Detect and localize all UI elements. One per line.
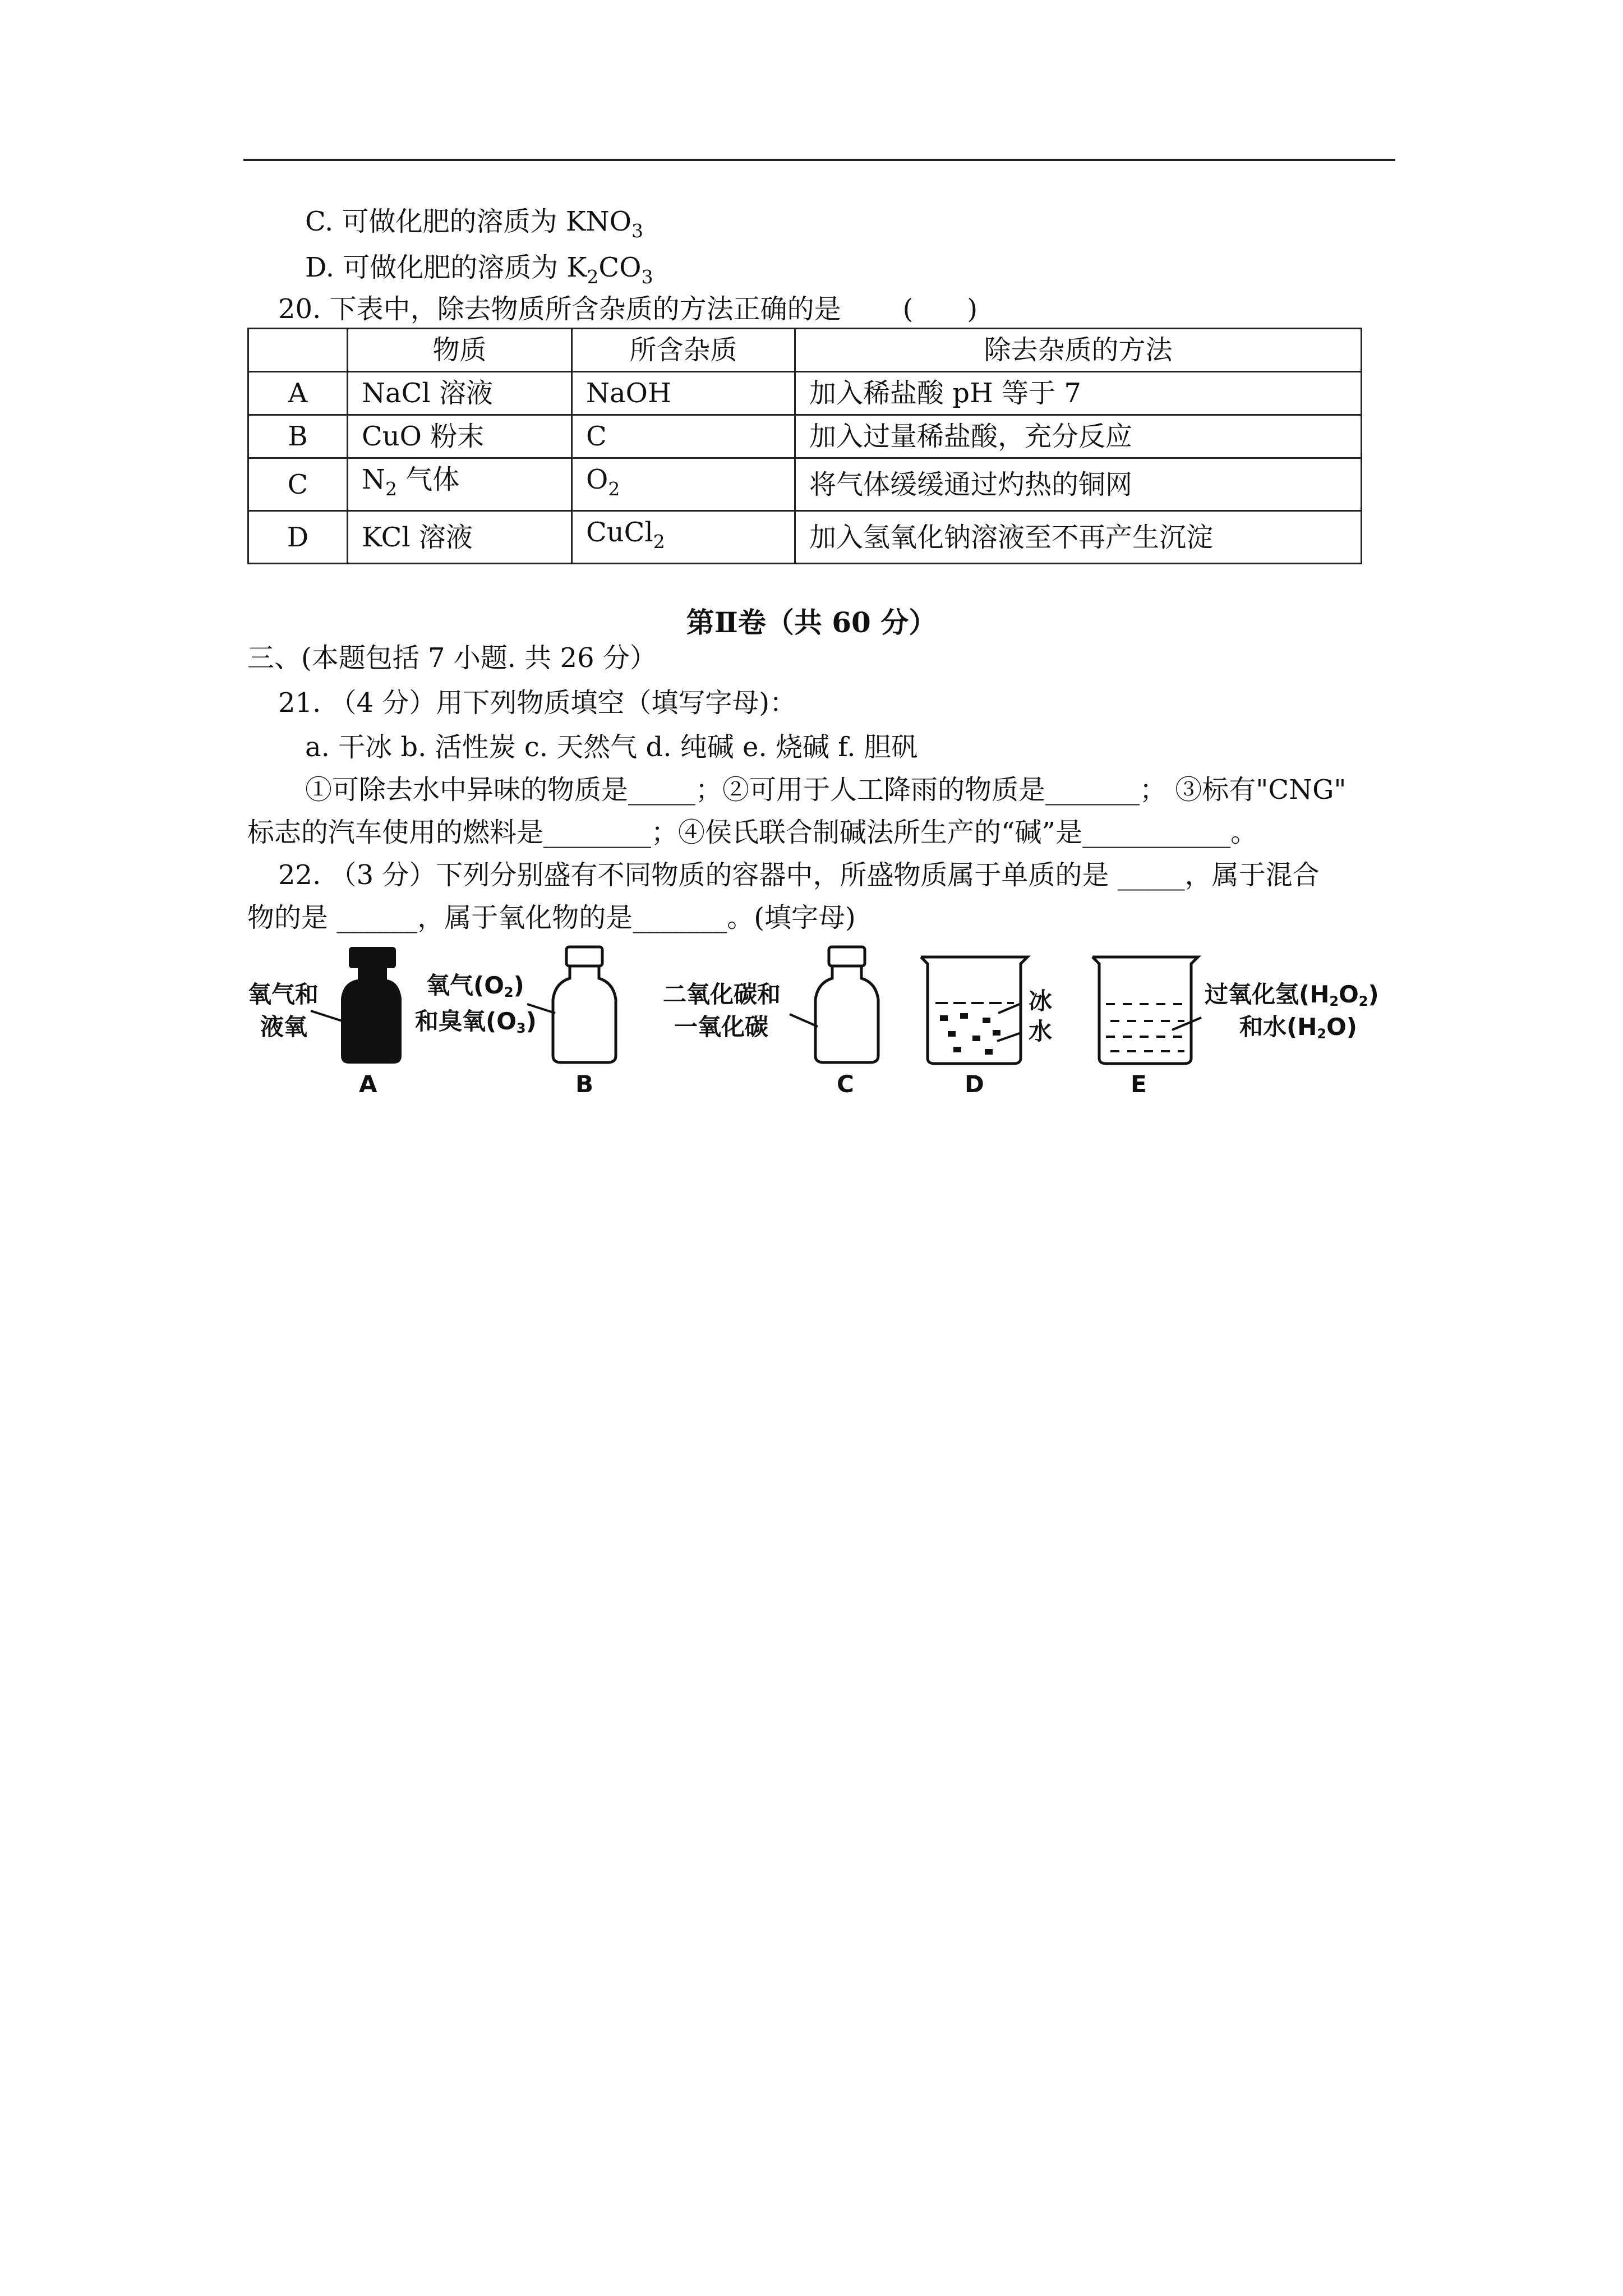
label-d-line2: 水 — [1029, 1018, 1053, 1045]
letter-e: E — [1131, 1070, 1147, 1098]
q21-line1: ①可除去水中异味的物质是_____；②可用于人工降雨的物质是_______； ③标有"CNG" — [305, 774, 1347, 806]
substance-cell: $N_2$ 气体 — [348, 458, 572, 511]
table-header-cell: 所含杂质 — [572, 329, 795, 372]
q21-stem: 21. （4 分）用下列物质填空（填写字母)： — [278, 687, 797, 719]
beaker-e — [1092, 957, 1201, 1064]
substance-cell: KCl 溶液 — [348, 511, 572, 564]
letter-b: B — [575, 1070, 594, 1098]
impurity-cell: C — [572, 415, 795, 458]
method-cell: 加入氢氧化钠溶液至不再产生沉淀 — [795, 511, 1362, 564]
table-header-cell: 物质 — [348, 329, 572, 372]
label-e-line2: 和水(H2O) — [1239, 1013, 1357, 1042]
letter-d: D — [965, 1070, 984, 1098]
q21-line2: 标志的汽车使用的燃料是________；④侯氏联合制碱法所生产的“碱”是___________。 — [247, 817, 1258, 848]
label-a-line2: 液氧 — [260, 1013, 308, 1041]
letter-a: A — [359, 1070, 377, 1098]
part3-heading: 三、(本题包括 7 小题. 共 26 分） — [247, 642, 657, 674]
label-e-line1: 过氧化氢(H2O2) — [1205, 981, 1379, 1009]
label-c-line2: 一氧化碳 — [674, 1013, 769, 1041]
section-title: 第Ⅱ卷（共 60 分） — [686, 606, 937, 639]
row-label: D — [248, 511, 348, 564]
q19-option-c: C. 可做化肥的溶质为 $KNO_3$ — [305, 206, 644, 242]
substance-cell: NaCl 溶液 — [348, 372, 572, 415]
q21-options: a. 干冰 b. 活性炭 c. 天然气 d. 纯碱 e. 烧碱 f. 胆矾 — [305, 731, 918, 763]
bottle-b — [527, 947, 616, 1062]
row-label: A — [248, 372, 348, 415]
letter-c: C — [837, 1070, 854, 1098]
q22-line1: 22. （3 分）下列分别盛有不同物质的容器中，所盛物质属于单质的是 _____，属于混合 — [278, 859, 1320, 891]
bottle-c — [790, 947, 878, 1062]
method-cell: 将气体缓缓通过灼热的铜网 — [795, 458, 1362, 511]
q20-stem: 20. 下表中，除去物质所含杂质的方法正确的是 ( ) — [278, 293, 978, 325]
label-d-line1: 冰 — [1029, 987, 1053, 1015]
method-cell: 加入过量稀盐酸，充分反应 — [795, 415, 1362, 458]
label-b-line2: 和臭氧(O3) — [415, 1007, 537, 1036]
label-c-line1: 二氧化碳和 — [663, 981, 781, 1008]
row-label: C — [248, 458, 348, 511]
beaker-d — [921, 957, 1027, 1064]
substance-cell: CuO 粉末 — [348, 415, 572, 458]
label-b-line1: 氧气(O2) — [426, 972, 524, 1000]
impurity-cell: $O_2$ — [572, 458, 795, 511]
label-a-line1: 氧气和 — [248, 981, 319, 1008]
q19-option-d: D. 可做化肥的溶质为 $K_2CO_3$ — [305, 252, 653, 288]
row-label: B — [248, 415, 348, 458]
bottle-a — [311, 947, 402, 1064]
table-header-cell: 除去杂质的方法 — [795, 329, 1362, 372]
q22-line2: 物的是 ______，属于氧化物的是_______。(填字母) — [247, 902, 856, 933]
method-cell: 加入稀盐酸 pH 等于 7 — [795, 372, 1362, 415]
impurity-cell: CuCl$_2$ — [572, 511, 795, 564]
impurity-cell: NaOH — [572, 372, 795, 415]
